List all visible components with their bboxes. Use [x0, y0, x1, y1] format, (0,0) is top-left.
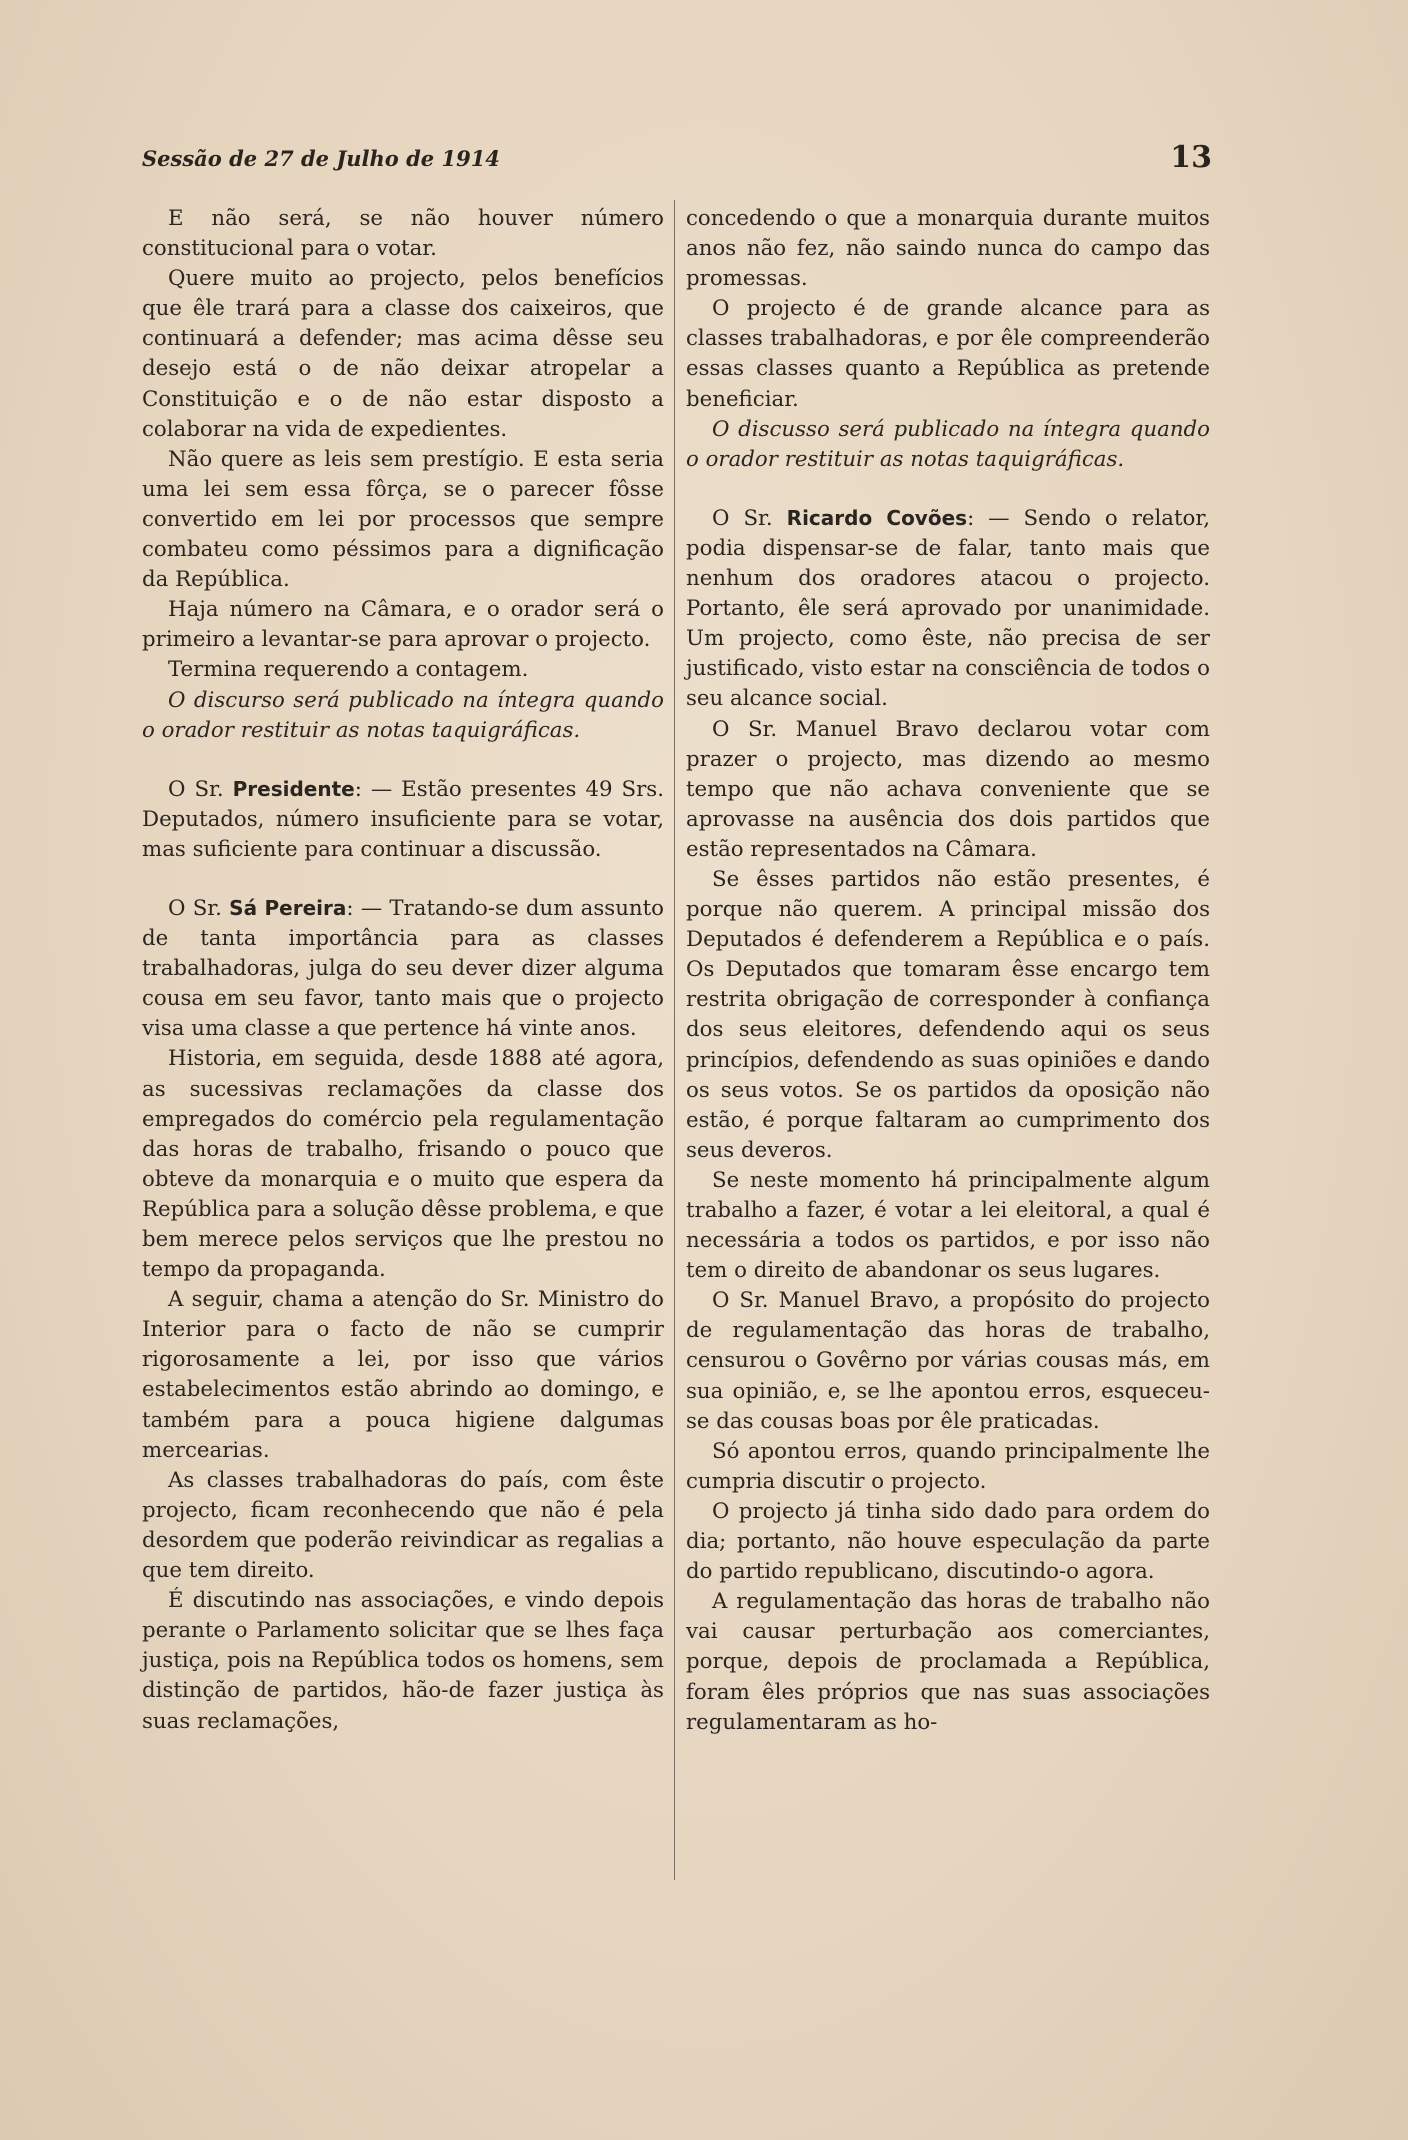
paragraph: Quere muito ao projecto, pelos benefícios que êle trará para a classe dos caixeiros, que continuará a defender; mas acima dêsse seu desejo está o de não deixar atropelar a Constituição e o de não estar disposto a colaborar na vida de expedientes. [142, 266, 664, 442]
paragraph: O Sr. Manuel Bravo declarou votar com prazer o projecto, mas dizendo ao mesmo tempo que não achava conveniente que se aprovasse na ausência dos dois partidos que estão representados na Câmara. [686, 716, 1210, 862]
publication-note: O discusso será publicado na íntegra quando o orador restituir as notas taquigráficas. [686, 416, 1210, 472]
paragraph: Se êsses partidos não estão presentes, é porque não querem. A principal missão dos Deputados é defenderem a República e o país. Os Deputados que tomaram êsse encargo tem restrita obrigação de corresponder à confiança dos seus eleitores, defendendo aqui os seus princípios, defendendo as suas opiniões e dando os seus votos. Se os partidos da oposição não estão, é porque faltaram ao cumprimento dos seus deveros. [686, 866, 1210, 1163]
paragraph: O Sr. Manuel Bravo, a propósito do projecto de regulamentação das horas de trabalho, censurou o Govêrno por várias cousas más, em sua opinião, e, se lhe apontou erros, esqueceu-se das cousas boas por êle praticadas. [686, 1288, 1210, 1434]
speaker-prefix: O Sr. [712, 505, 773, 531]
paragraph: Termina requerendo a contagem. [168, 657, 529, 683]
paragraph: Historia, em seguida, desde 1888 até agora, as sucessivas reclamações da classe dos empregados do comércio pela regulamentação das horas de trabalho, frisando o pouco que obteve da monarquia e o muito que espera da República para a solução dêsse problema, e que bem merece pelos serviços que lhe prestou no tempo da propaganda. [142, 1046, 664, 1283]
paragraph: A seguir, chama a atenção do Sr. Ministro do Interior para o facto de não se cumprir rigorosamente a lei, por isso que vários estabelecimentos estão abrindo ao domingo, e também para a pouca higiene dalgumas mercearias. [142, 1287, 664, 1463]
session-title: Sessão de 27 de Julho de 1914 [142, 146, 500, 171]
page-number: 13 [1170, 140, 1212, 175]
paragraph: É discutindo nas associações, e vindo depois perante o Parlamento solicitar que se lhes faça justiça, pois na República todos os homens, sem distinção de partidos, hão-de fazer justiça às suas reclamações, [142, 1588, 664, 1734]
speech-paragraph [686, 503, 1210, 715]
paragraph: A regulamentação das horas de trabalho não vai causar perturbação aos comerciantes, porque, depois de proclamada a República, foram êles próprios que nas suas associações regulamentaram as ho- [686, 1589, 1210, 1735]
paragraph: Não quere as leis sem prestígio. E esta seria uma lei sem essa fôrça, se o parecer fôsse convertido em lei por processos que sempre combateu como péssimos para a dignificação da República. [142, 446, 664, 593]
speaker-prefix: O Sr. [168, 895, 222, 921]
speech-paragraph [142, 893, 664, 1044]
page-header [142, 140, 1212, 180]
paragraph: E não será, se não houver número constitucional para o votar. [142, 206, 664, 262]
speaker-name: Sá Pereira [229, 895, 347, 920]
speech-text: : — Estão presentes 49 Srs. Deputados, número insuficiente para se votar, mas suficiente para continuar a discussão. [142, 776, 664, 862]
paragraph: O projecto é de grande alcance para as classes trabalhadoras, e por êle compreenderão essas classes quanto a República as pretende beneficiar. [686, 296, 1210, 412]
paragraph: Só apontou erros, quando principalmente lhe cumpria discutir o projecto. [686, 1438, 1210, 1494]
speaker-name: Ricardo Covões [786, 505, 968, 530]
speech-text: : — Sendo o relator, podia dispensar-se de falar, tanto mais que nenhum dos oradores atacou o projecto. Portanto, êle será aprovado por unanimidade. Um projecto, como êste, não precisa de ser justificado, visto estar na consciência de todos o seu alcance social. [686, 505, 1210, 712]
speaker-name: Presidente [232, 776, 355, 801]
paragraph: concedendo o que a monarquia durante muitos anos não fez, não saindo nunca do campo das promessas. [686, 206, 1210, 292]
paragraph: Haja número na Câmara, e o orador será o primeiro a levantar-se para aprovar o projecto. [142, 597, 664, 653]
left-column [142, 204, 664, 1737]
speech-paragraph [142, 774, 664, 865]
paragraph: Se neste momento há principalmente algum trabalho a fazer, é votar a lei eleitoral, a qual é necessária a todos os partidos, e por isso não tem o direito de abandonar os seus lugares. [686, 1167, 1210, 1284]
paragraph: As classes trabalhadoras do país, com êste projecto, ficam reconhecendo que não é pela desordem que poderão reivindicar as regalias a que tem direito. [142, 1467, 664, 1584]
publication-note: O discurso será publicado na íntegra quando o orador restituir as notas taquigráficas. [142, 687, 664, 743]
speaker-prefix: O Sr. [168, 776, 224, 802]
right-column [686, 204, 1210, 1738]
paragraph: O projecto já tinha sido dado para ordem do dia; portanto, não houve especulação da parte do partido republicano, discutindo-o agora. [686, 1498, 1210, 1585]
column-divider [674, 200, 675, 1880]
speech-text: : — Tratando-se dum assunto de tanta importância para as classes trabalhadoras, julga do seu dever dizer alguma cousa em seu favor, tanto mais que o projecto visa uma classe a que pertence há vinte anos. [142, 895, 665, 1042]
